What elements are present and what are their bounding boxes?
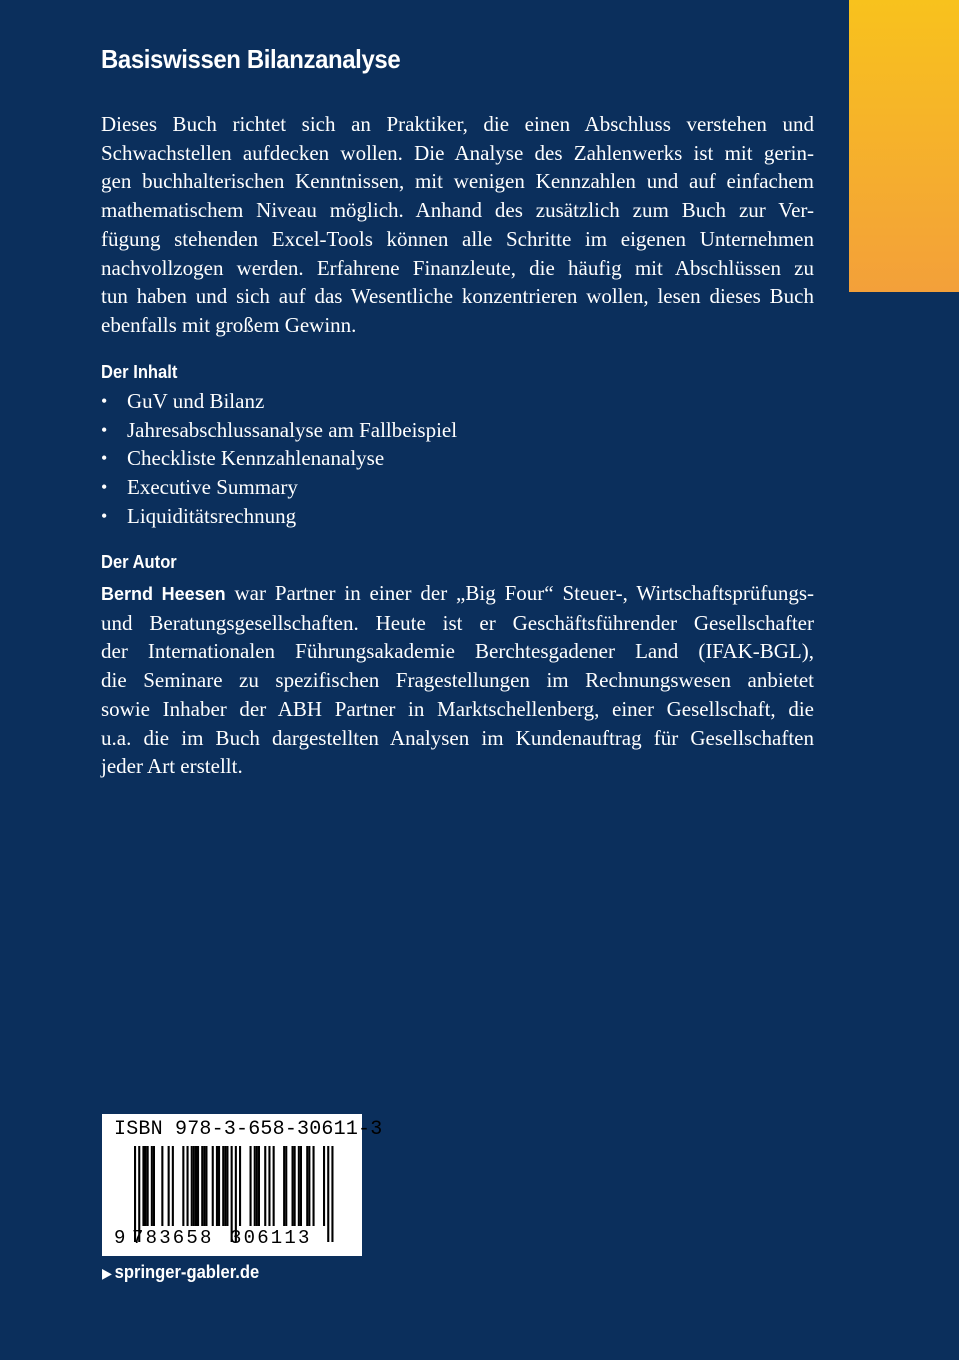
barcode-bar: [226, 1146, 228, 1226]
barcode-bar: [182, 1146, 184, 1226]
barcode-bar: [205, 1146, 207, 1226]
arrow-right-icon: ▶: [102, 1265, 112, 1281]
barcode-bar: [203, 1146, 205, 1226]
description-line: nachvollzogen werden. Erfahrene Finanzleute, die häufig mit Abschlüssen zu: [101, 255, 814, 280]
bullet-icon: •: [101, 419, 108, 440]
bullet-icon: •: [101, 505, 108, 526]
barcode-bar: [239, 1146, 241, 1226]
barcode-bar: [300, 1146, 302, 1226]
barcode-bar: [151, 1146, 153, 1226]
description-line: Schwachstellen aufdecken wollen. Die Analyse des Zahlenwerks ist mit gerin-: [101, 140, 814, 165]
author-bio: [101, 579, 814, 781]
barcode-digits-right: 306113: [230, 1227, 312, 1249]
description-line: Dieses Buch richtet sich an Praktiker, die einen Abschluss verstehen und: [101, 112, 814, 136]
author-bio-line: jeder Art erstellt.: [101, 754, 243, 779]
description-line: tun haben und sich auf das Wesentliche konzentrieren wollen, lesen dieses Buch: [101, 284, 814, 309]
list-item: [101, 502, 457, 531]
barcode-bar: [187, 1146, 189, 1226]
barcode-bar: [323, 1146, 325, 1226]
barcode-bar: [264, 1146, 266, 1226]
barcode-bar: [142, 1146, 144, 1226]
barcode-bar: [218, 1146, 220, 1226]
barcode-bar: [216, 1146, 218, 1226]
barcode-bar: [193, 1146, 195, 1226]
barcode-bar: [298, 1146, 300, 1226]
barcode-guard-bar: [331, 1146, 333, 1242]
barcode-bar: [172, 1146, 174, 1226]
description-line: mathematischem Niveau möglich. Anhand des zusätzlich zum Buch zur Ver-: [101, 198, 814, 223]
barcode-bar: [254, 1146, 256, 1226]
author-bio-line: u.a. die im Buch dargestellten Analysen im Kundenauftrag für Gesellschaften: [101, 725, 814, 750]
website-label: springer-gabler.de: [114, 1262, 260, 1282]
description-line: fügung stehenden Excel-Tools können alle Schritte im eigenen Unternehmen: [101, 226, 814, 251]
barcode-bar: [191, 1146, 193, 1226]
author-bio-line: der Internationalen Führungsakademie Berchtesgadener Land (IFAK-BGL),: [101, 639, 814, 664]
barcode-guard-bar: [327, 1146, 329, 1242]
barcode-bar: [294, 1146, 296, 1226]
barcode-bar: [197, 1146, 199, 1226]
barcode-bar: [153, 1146, 155, 1226]
list-item: [101, 416, 457, 445]
list-item: [101, 473, 457, 502]
barcode-bar: [224, 1146, 226, 1226]
isbn-label: ISBN 978-3-658-30611-3: [114, 1118, 383, 1141]
author-bio-line: und Beratungsgesellschaften. Heute ist er Geschäftsführender Gesellschafter: [101, 610, 814, 635]
list-item: [101, 444, 457, 473]
contents-heading: Der Inhalt: [101, 362, 178, 382]
author-bio-line: die Seminare zu spezifischen Fragestellungen im Rechnungswesen anbietet: [101, 668, 814, 693]
list-item-label: Executive Summary: [127, 475, 298, 500]
list-item-label: Jahresabschlussanalyse am Fallbeispiel: [127, 417, 458, 442]
author-bio-text: war Partner in einer der „Big Four“ Steuer-, Wirtschaftsprüfungs-: [225, 581, 814, 605]
barcode-bar: [168, 1146, 170, 1226]
bullet-icon: •: [101, 448, 108, 469]
contents-list: [101, 387, 457, 531]
orange-accent-bar: [849, 0, 959, 292]
barcode-bar: [283, 1146, 285, 1226]
list-item-label: Liquiditätsrechnung: [127, 503, 297, 528]
barcode-lead-digit: 9: [114, 1227, 126, 1249]
author-bio-line: sowie Inhaber der ABH Partner in Marktschellenberg, einer Gesellschaft, die: [101, 696, 814, 721]
barcode-bar: [313, 1146, 315, 1226]
book-description: [101, 110, 814, 340]
book-title: Basiswissen Bilanzanalyse: [101, 44, 401, 74]
barcode-bar: [268, 1146, 270, 1226]
description-line: gen buchhalterischen Kenntnissen, mit wenigen Kennzahlen und auf einfachem: [101, 169, 814, 194]
author-bio-line: [101, 579, 814, 609]
author-name: Bernd Heesen: [101, 584, 226, 604]
barcode-bar: [195, 1146, 197, 1226]
barcode-bar: [222, 1146, 224, 1226]
list-item-label: GuV und Bilanz: [127, 389, 265, 413]
list-item-label: Checkliste Kennzahlenanalyse: [127, 446, 385, 471]
author-heading: Der Autor: [101, 552, 177, 572]
barcode-bar: [258, 1146, 260, 1226]
barcode-bar: [273, 1146, 275, 1226]
bullet-icon: •: [101, 391, 108, 411]
barcode-bar: [147, 1146, 149, 1226]
description-line: ebenfalls mit großem Gewinn.: [101, 312, 357, 337]
barcode-bar: [308, 1146, 310, 1226]
publisher-website-link[interactable]: [102, 1262, 259, 1283]
barcode-bar: [201, 1146, 203, 1226]
barcode-bar: [285, 1146, 287, 1226]
barcode-bar: [212, 1146, 214, 1226]
list-item: [101, 387, 457, 416]
barcode-bar: [256, 1146, 258, 1226]
barcode-bar: [250, 1146, 252, 1226]
barcode-bar: [292, 1146, 294, 1226]
isbn-barcode: [102, 1114, 383, 1256]
barcode-bar: [306, 1146, 308, 1226]
barcode-digits-left: 783658: [132, 1227, 214, 1249]
barcode-bar: [145, 1146, 147, 1226]
barcode-bar: [161, 1146, 163, 1226]
bullet-icon: •: [101, 477, 108, 498]
